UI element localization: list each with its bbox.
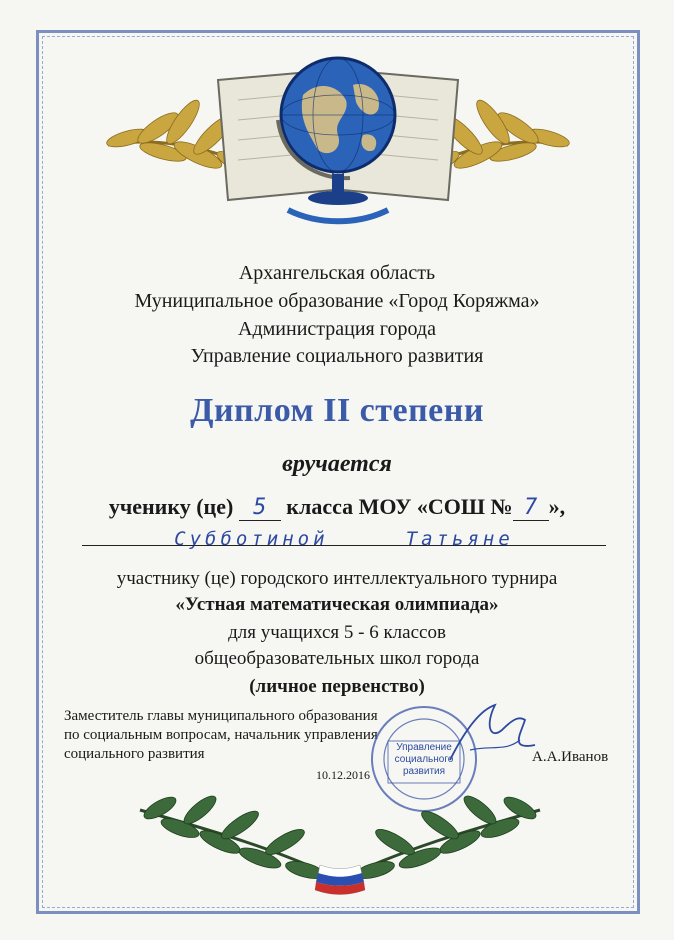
signatory-line-1: Заместитель главы муниципального образования (64, 708, 378, 724)
signatory-line-2: по социальным вопросам, начальник управления (64, 727, 378, 743)
body-line-4: общеобразовательных школ города (194, 648, 480, 669)
name-underline (82, 545, 606, 546)
grade-field (239, 494, 281, 521)
awarded-word: вручается (282, 451, 392, 477)
school-number-value: 7 (524, 495, 538, 520)
body-line-1: участнику (це) городского интеллектуального турнира (116, 568, 558, 589)
student-prefix: ученику (це) (108, 494, 234, 519)
municipality-line: Муниципальное образование «Город Коряжма» (134, 290, 540, 312)
student-line (0, 494, 674, 521)
region-line: Архангельская область (238, 262, 436, 284)
administration-line: Администрация города (238, 318, 436, 340)
globe-book-emblem (88, 40, 588, 240)
body-line-5: (личное первенство) (249, 676, 425, 697)
olympiad-name: «Устная математическая олимпиада» (175, 594, 499, 615)
student-middle: класса МОУ «СОШ № (286, 494, 513, 519)
grade-value: 5 (253, 495, 267, 520)
signatory-block (64, 707, 378, 764)
stamp-text: Управление социального развития (394, 742, 454, 777)
issue-date: 10.12.2016 (316, 768, 370, 782)
signatory-line-3: социального развития (64, 746, 205, 762)
body-line-3: для учащихся 5 - 6 классов (228, 622, 446, 643)
student-name: Субботиной Татьяне (174, 528, 514, 550)
department-line: Управление социального развития (190, 345, 484, 367)
signer-name: А.А.Иванов (532, 749, 609, 765)
diploma-title: Диплом II степени (190, 392, 484, 429)
laurel-wreath-ribbon (120, 770, 560, 920)
school-number-field (513, 494, 549, 521)
student-suffix: », (548, 494, 566, 519)
